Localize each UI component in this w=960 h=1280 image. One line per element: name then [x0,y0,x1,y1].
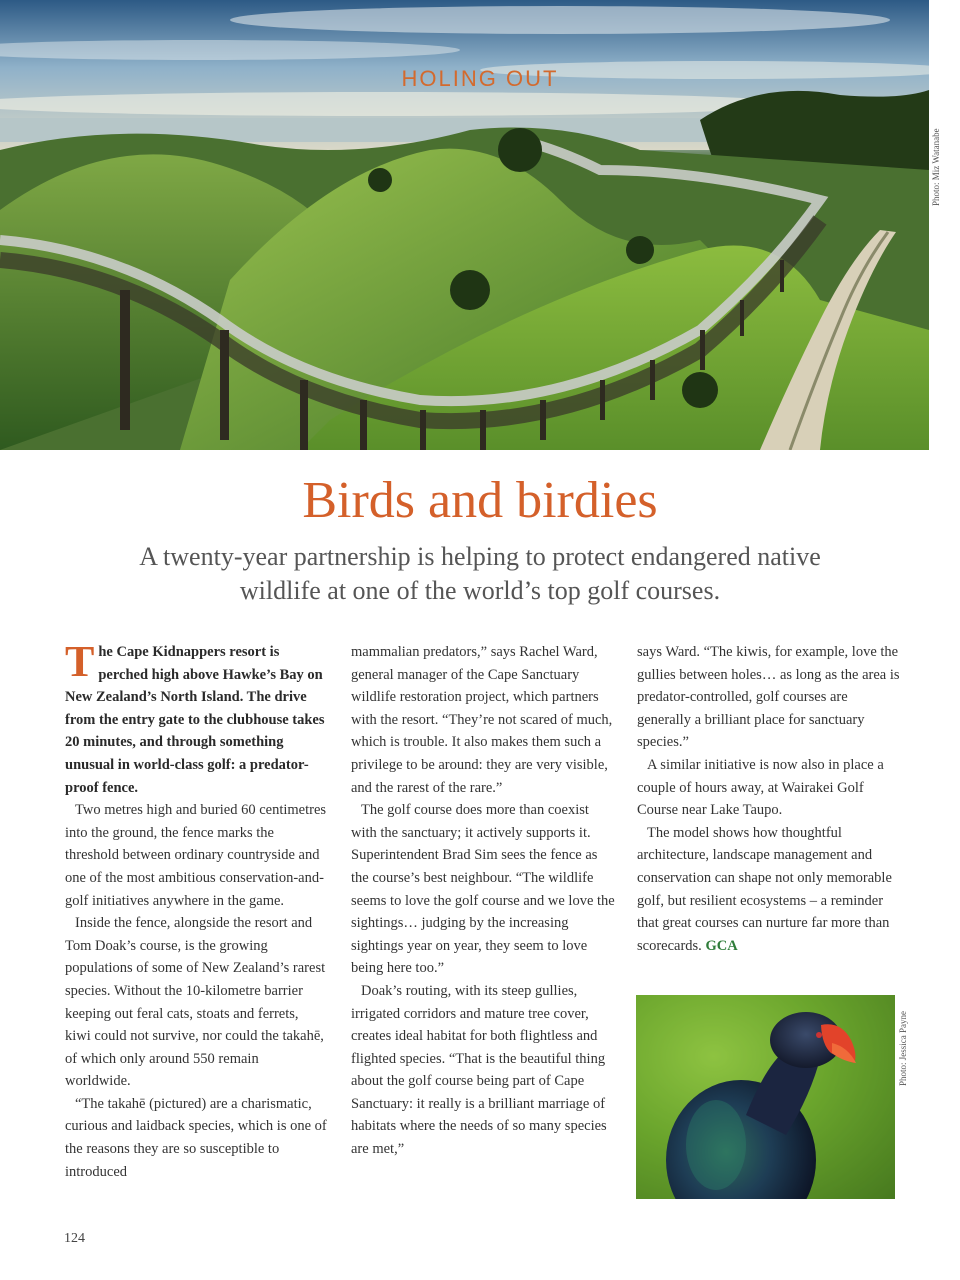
lead-text: he Cape Kidnappers resort is perched high above Hawke’s Bay on New Zealand’s North Island. The drive from the entry gate to the clubhouse takes 20 minutes, and through something unusual in world-class golf: a predator-proof fence. [65,644,325,796]
article-title: Birds and birdies [302,472,658,529]
section-tag: HOLING OUT [401,66,559,91]
article-standfirst: A twenty-year partnership is helping to protect endangered native wildlife at one of the world’s top golf courses. [139,542,821,606]
lead-paragraph [65,637,327,799]
takahe-photo [636,995,895,1199]
takahe-bird-illustration [636,995,895,1199]
drop-cap: T [65,637,95,686]
body-paragraph: A similar initiative is now also in place a couple of hours away, at Wairakei Golf Course near Lake Taupo. [637,756,884,819]
body-paragraph: “The takahē (pictured) are a charismatic, curious and laidback species, which is one of the reasons they are so susceptible to introduced [65,1095,327,1180]
body-column-2 [351,641,616,1161]
body-paragraph: The golf course does more than coexist with the sanctuary; it actively supports it. Superintendent Brad Sim sees the fence as the course’s best neighbour. “The wildlife seems to love the golf course and we love the sightings… judging by the increasing sightings year on year, they seem to love being here too.” [351,802,615,977]
inset-photo-credit: Photo: Jessica Payne [898,1011,908,1086]
signoff: GCA [705,937,738,954]
body-paragraph: mammalian predators,” says Rachel Ward, general manager of the Cape Sanctuary wildlife restoration project, which partners with the resort. “They’re not scared of much, which is trouble. It also makes them such a privilege to be around: they are very visible, and the rarest of the rare.” [351,644,613,796]
body-paragraph: Two metres high and buried 60 centimetres into the ground, the fence marks the threshold between ordinary countryside and one of the most ambitious conservation-and-golf initiatives anywhere in the game. [65,802,327,909]
body-paragraph: says Ward. “The kiwis, for example, love the gullies between holes… as long as the area is predator-controlled, golf courses are generally a brilliant place for sanctuary species.” [637,644,900,751]
page-number: 124 [64,1231,85,1246]
body-paragraph [637,822,902,958]
body-paragraph: Inside the fence, alongside the resort and Tom Doak’s course, is the growing populations of some of New Zealand’s rarest species. Without the 10-kilometre barrier keeping out feral cats, stoats and ferrets, kiwi could not survive, nor could the takahē, of which only around 550 remain worldwide. [65,915,326,1090]
body-column-3 [637,641,902,957]
closing-text: The model shows how thoughtful architecture, landscape management and conservation can shape not only memorable golf, but resilient ecosystems – a reminder that great courses can nurture far more than scorecards. [637,824,892,954]
body-paragraph: Doak’s routing, with its steep gullies, irrigated corridors and mature tree cover, creates ideal habitat for both flightless and flighted species. “That is the beautiful thing about the golf course being part of Cape Sanctuary: it really is a brilliant marriage of habitats where the needs of so many species are met,” [351,982,607,1158]
body-column-1 [65,637,327,1183]
hero-photo-credit: Photo: Miz Watanabe [931,128,941,206]
